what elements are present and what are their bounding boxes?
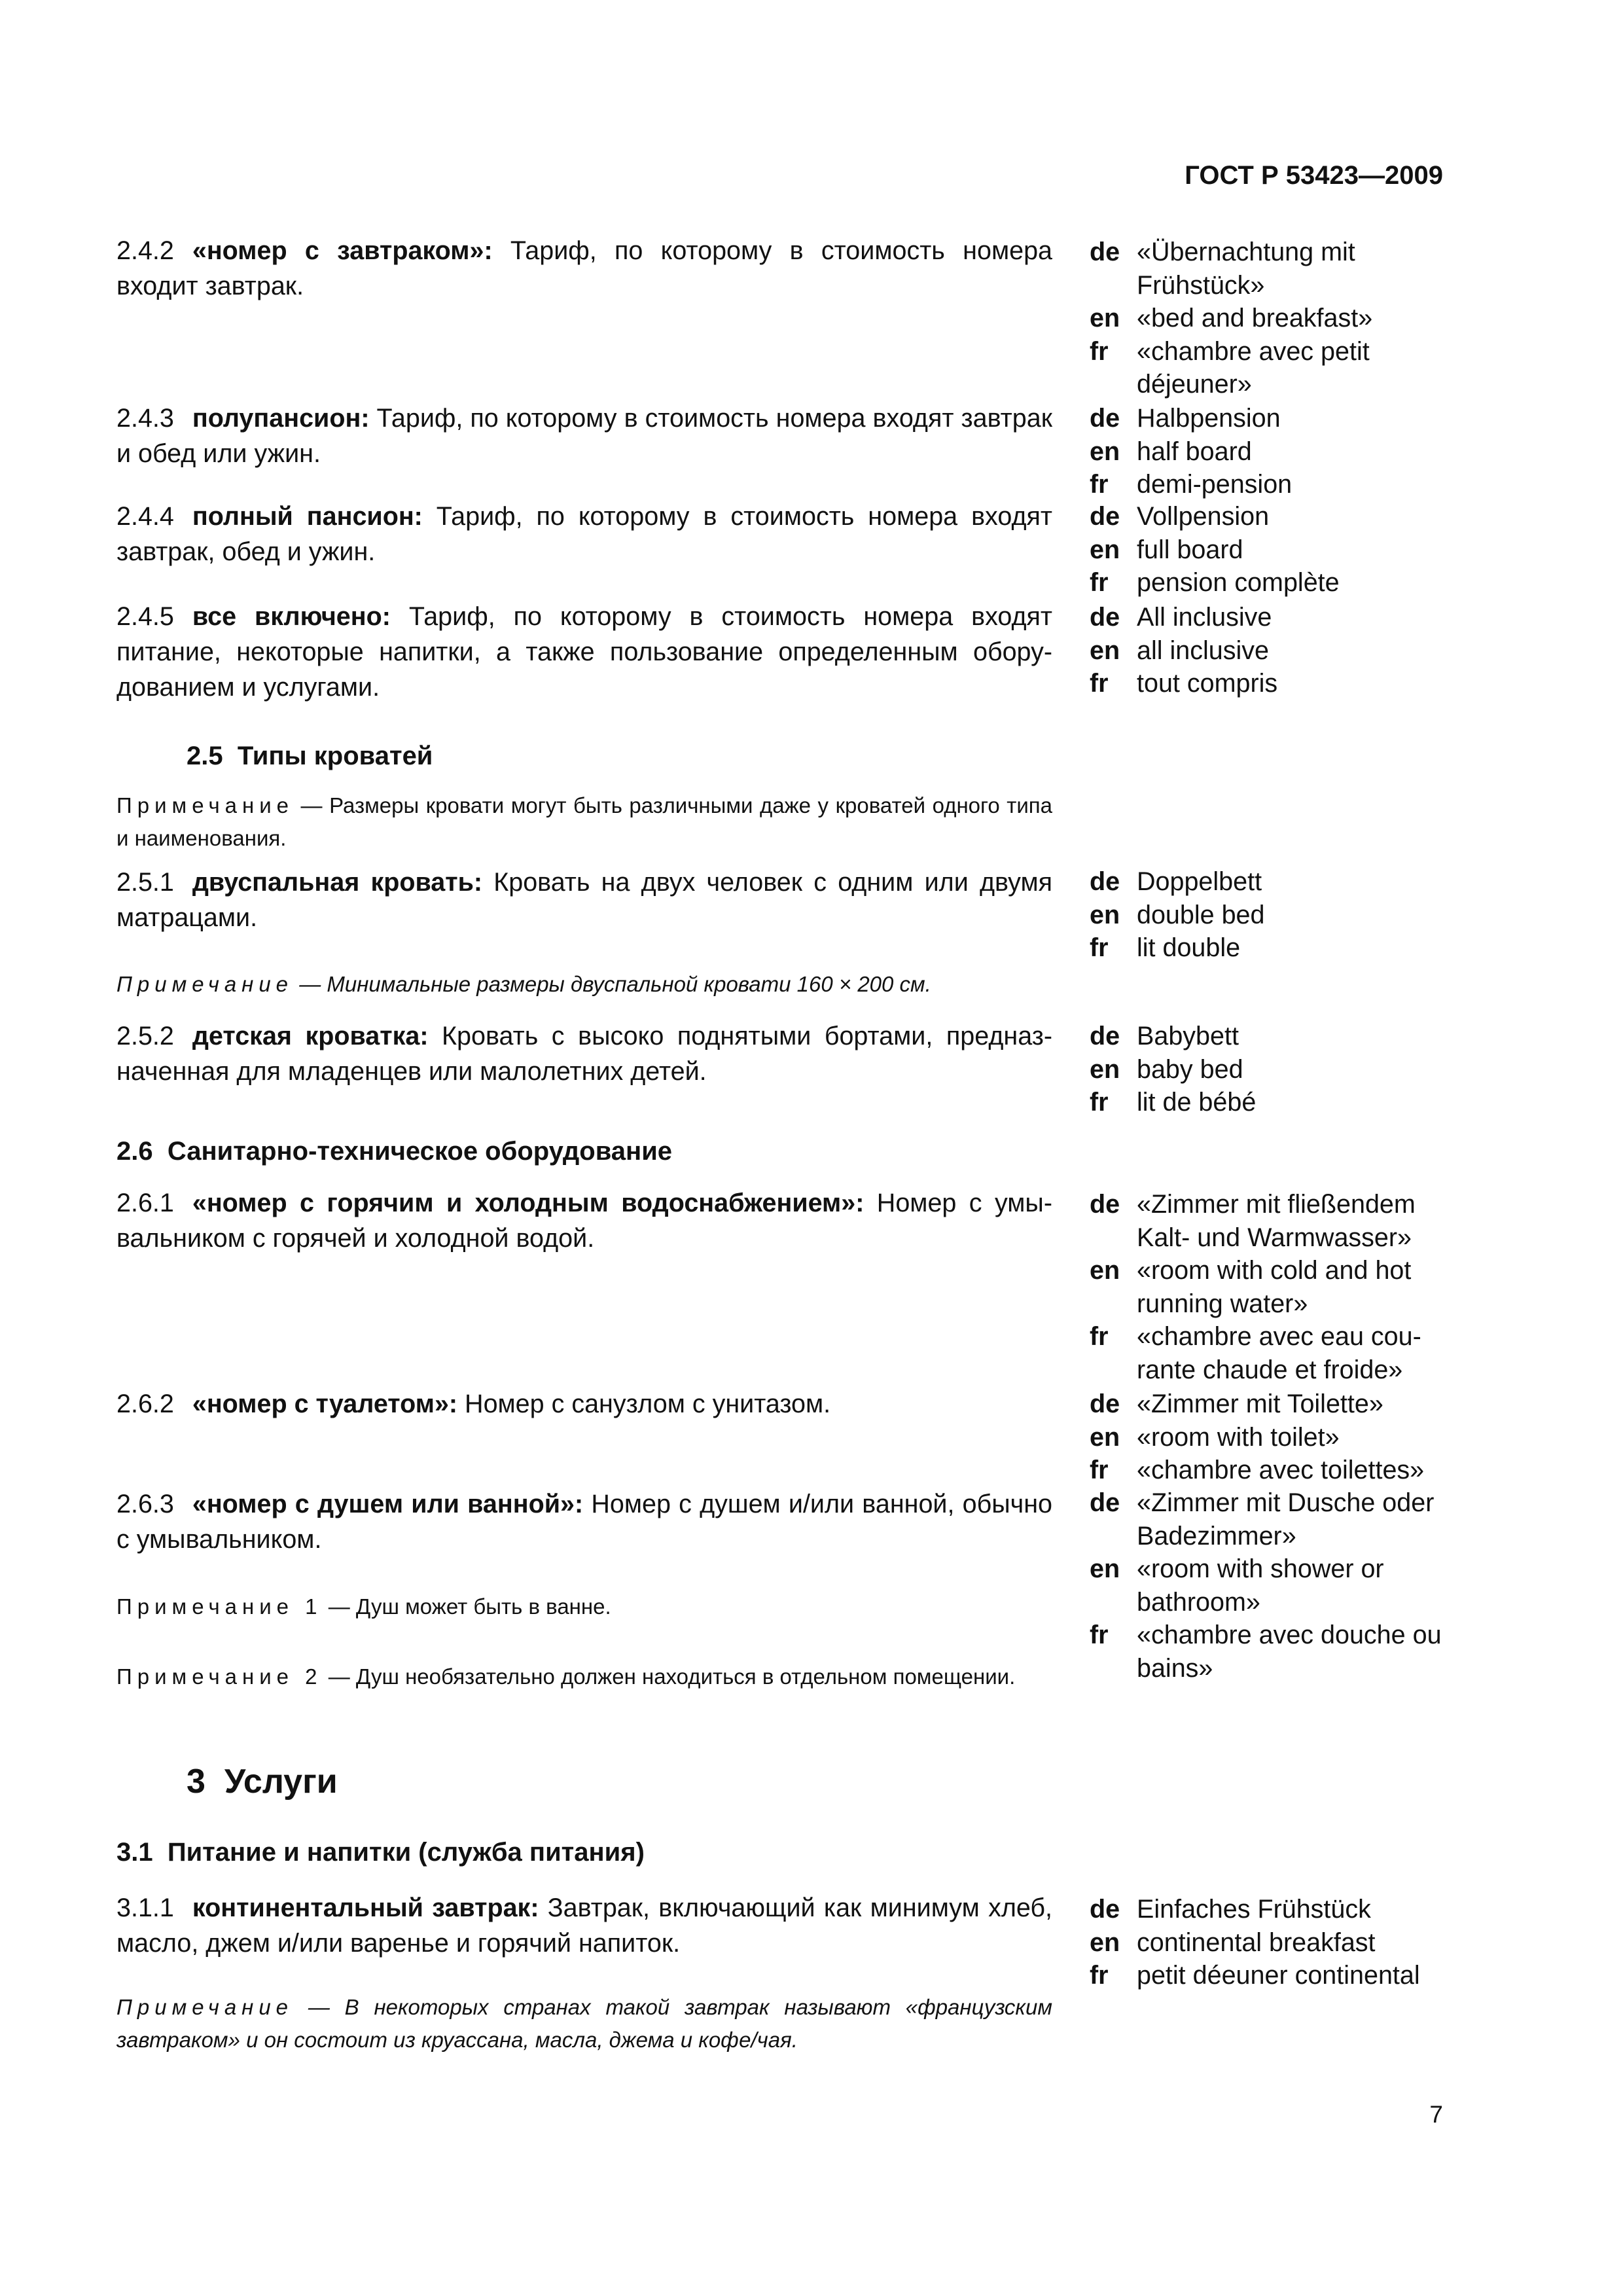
translation-fr: fr pension complète — [1090, 568, 1340, 597]
definition-text: Кровать на двух человек с одним или двумя матрацами. — [116, 868, 1052, 932]
translation-en: en double bed — [1090, 900, 1265, 929]
section-heading-2-6: 2.6 Санитарно-техническое оборудование — [116, 1137, 673, 1166]
translations-2-4-2 — [1090, 236, 1397, 401]
clause-number: 2.6.1 — [116, 1189, 174, 1217]
translations-2-6-3 — [1090, 1486, 1443, 1685]
translation-en: en half board — [1090, 437, 1252, 466]
term: двуспальная кровать: — [192, 868, 483, 897]
translation-fr: fr «chambre avec petit déjeuner» — [1090, 336, 1370, 399]
translation-en: en «room with shower or bathroom» — [1090, 1554, 1384, 1617]
section-heading-2-5: 2.5 Типы кроватей — [187, 742, 433, 770]
translation-en: en all inclusive — [1090, 636, 1269, 665]
translation-fr: fr petit déeuner continental — [1090, 1961, 1420, 1990]
note-2-5-1 — [116, 968, 1052, 1001]
translation-en: en «room with cold and hot running water» — [1090, 1256, 1412, 1318]
translation-de: de Einfaches Frühstück — [1090, 1895, 1371, 1924]
page-number: 7 — [1429, 2101, 1443, 2128]
translation-de: de Babybett — [1090, 1022, 1239, 1050]
note-label: Примечание 2 — [116, 1664, 323, 1689]
translation-en: en «room with toilet» — [1090, 1422, 1340, 1452]
definition-text: Тариф, по которому в стоимость номера входят завтрак и обед или ужин. — [116, 404, 1052, 468]
clause-number: 2.5.1 — [116, 868, 174, 897]
translation-fr: fr tout compris — [1090, 669, 1278, 698]
definition-text: Номер с санузлом с унитазом. — [457, 1390, 831, 1418]
definition-2-4-3 — [116, 401, 1052, 471]
translation-fr: fr lit double — [1090, 933, 1241, 962]
definition-text: Номер с умывальником с горячей и холодной водой. — [116, 1189, 1052, 1253]
term: полный пансион: — [192, 502, 423, 531]
term: «номер с туалетом»: — [192, 1390, 458, 1418]
translation-de: de Doppelbett — [1090, 867, 1262, 896]
term: «номер с завтраком»: — [192, 236, 493, 265]
translation-en: en full board — [1090, 535, 1243, 564]
note-text: — Душ может быть в ванне. — [322, 1594, 611, 1619]
translation-fr: fr demi-pension — [1090, 470, 1293, 499]
definition-2-4-4 — [116, 499, 1052, 569]
translations-2-4-4 — [1090, 500, 1456, 600]
term: «номер с душем или ванной»: — [192, 1490, 584, 1518]
note-label: Примечание — [116, 793, 294, 817]
translation-de: de «Zimmer mit fließendem Kalt- und Warmwasser» — [1090, 1190, 1416, 1252]
term: все включено: — [192, 602, 391, 631]
note-text: — В некоторых странах такой завтрак называют «французским завтраком» и он состоит из круассана, масла, джема и кофе/чая. — [116, 1995, 1052, 2052]
definition-text: Завтрак, включающий как минимум хлеб, масло, джем и/или варенье и горячий напиток. — [116, 1893, 1052, 1958]
clause-number: 2.6.2 — [116, 1390, 174, 1418]
note-text: — Душ необязательно должен находиться в отдельном помещении. — [322, 1664, 1016, 1689]
section-heading-3-1: 3.1 Питание и напитки (служба питания) — [116, 1838, 645, 1867]
translation-de: de «Zimmer mit Dusche oder Badezimmer» — [1090, 1488, 1435, 1551]
note-label: Примечание 1 — [116, 1594, 323, 1619]
definition-2-6-1 — [116, 1185, 1052, 1256]
definition-text: Кровать с высоко поднятыми бортами, предназначенная для младенцев или малолетних детей. — [116, 1022, 1052, 1086]
translations-3-1-1 — [1090, 1893, 1469, 1992]
term: детская кроватка: — [192, 1022, 429, 1050]
clause-number: 2.4.2 — [116, 236, 174, 265]
section-heading-3: 3 Услуги — [187, 1763, 338, 1801]
document-header: ГОСТ Р 53423—2009 — [1185, 161, 1443, 190]
clause-number: 2.4.3 — [116, 404, 174, 433]
translations-2-5-2 — [1090, 1020, 1456, 1119]
note-label: Примечание — [116, 1995, 294, 2019]
translation-fr: fr «chambre avec eau courante chaude et froide» — [1090, 1322, 1421, 1384]
definition-text: Тариф, по которому в стоимость номера входит завтрак. — [116, 236, 1053, 300]
clause-number: 2.4.4 — [116, 502, 174, 531]
translation-de: de Vollpension — [1090, 502, 1270, 531]
definition-text: Тариф, по которому в стоимость номера входят питание, некоторые напитки, а также пользование определенным оборудованием и услугами. — [116, 602, 1053, 702]
definition-2-5-2 — [116, 1018, 1052, 1089]
definition-3-1-1 — [116, 1890, 1052, 1961]
note-label: Примечание — [116, 972, 294, 996]
note-3-1-1 — [116, 1991, 1052, 2056]
definition-text: Номер с душем и/или ванной, обычно с умывальником. — [116, 1490, 1052, 1554]
definition-2-6-2 — [116, 1386, 1052, 1422]
definition-text: Тариф, по которому в стоимость номера входят завтрак, обед и ужин. — [116, 502, 1052, 566]
note-text: — Размеры кровати могут быть различными даже у кроватей одного типа и наименования. — [116, 793, 1052, 850]
translation-de: de Halbpension — [1090, 404, 1281, 433]
clause-number: 2.6.3 — [116, 1490, 174, 1518]
definition-2-4-2 — [116, 233, 1052, 304]
translation-fr: fr «chambre avec toilettes» — [1090, 1456, 1425, 1484]
translations-2-4-5 — [1090, 601, 1456, 700]
definition-2-5-1 — [116, 865, 1052, 935]
clause-number: 2.5.2 — [116, 1022, 174, 1050]
term: континентальный завтрак: — [192, 1893, 539, 1922]
note-2-5 — [116, 789, 1052, 855]
translations-2-4-3 — [1090, 402, 1456, 501]
translation-de: de All inclusive — [1090, 603, 1272, 632]
translation-de: de «Zimmer mit Toilette» — [1090, 1390, 1383, 1418]
translation-en: en continental breakfast — [1090, 1928, 1376, 1957]
translations-2-6-2 — [1090, 1388, 1469, 1487]
definition-2-6-3 — [116, 1486, 1052, 1557]
translations-2-6-1 — [1090, 1188, 1456, 1386]
translation-fr: fr lit de bébé — [1090, 1088, 1257, 1117]
translation-en: en «bed and breakfast» — [1090, 304, 1373, 332]
translations-2-5-1 — [1090, 865, 1456, 965]
term: полупансион: — [192, 404, 370, 433]
translation-fr: fr «chambre avec douche ou bains» — [1090, 1621, 1442, 1683]
note-text: — Минимальные размеры двуспальной кровати 160 × 200 см. — [293, 972, 931, 996]
note-2-6-3-2 — [116, 1660, 1052, 1693]
definition-2-4-5 — [116, 599, 1052, 705]
note-2-6-3-1 — [116, 1590, 1052, 1623]
translation-en: en baby bed — [1090, 1054, 1243, 1084]
term: «номер с горячим и холодным водоснабжением»: — [192, 1189, 865, 1217]
clause-number: 3.1.1 — [116, 1893, 174, 1922]
translation-de: de «Übernachtung mit Frühstück» — [1090, 238, 1355, 300]
clause-number: 2.4.5 — [116, 602, 174, 631]
